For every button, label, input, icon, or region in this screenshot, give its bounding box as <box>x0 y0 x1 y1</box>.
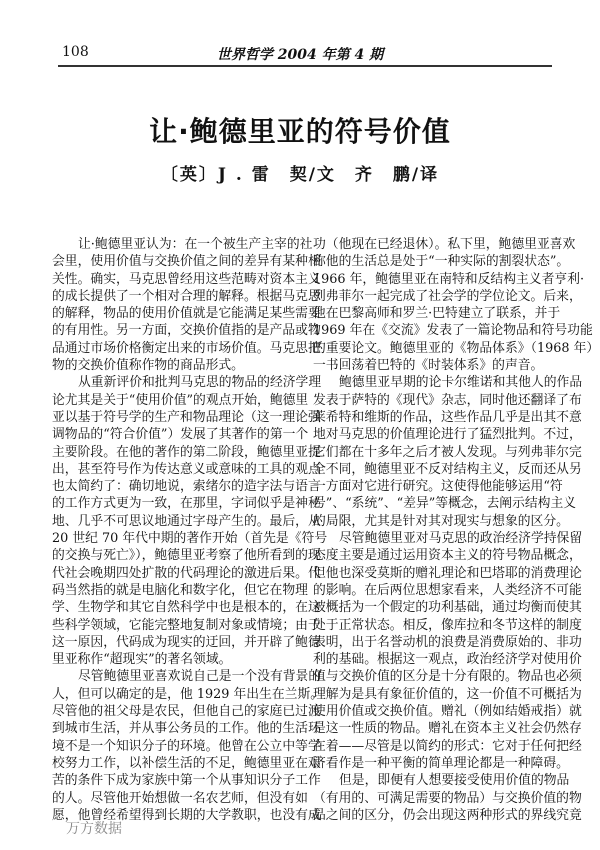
text-line: 地对马克思的价值理论进行了猛烈批判。不过， <box>313 427 582 443</box>
text-line: 利的基础。根据这一观点，政治经济学对使用价 <box>313 652 582 668</box>
text-line: 的局限，尤其是针对其对现实与想象的区分。 <box>313 513 569 529</box>
paragraph <box>52 236 321 374</box>
journal-header: 世界哲学 2004 年第 4 期 <box>216 47 384 63</box>
text-line: （有用的、可满足需要的物品）与交换价值的物 <box>313 790 582 806</box>
text-line: 品通过市场价格衡定出来的市场价值。马克思把 <box>52 340 321 356</box>
text-line: 鲍德里亚早期的论卡尔维诺和其他人的作品 <box>339 375 583 391</box>
text-line: 里亚称作“超现实”的著名领域。 <box>52 652 232 668</box>
header-rule <box>58 65 552 67</box>
paragraph <box>52 374 328 668</box>
text-line: 它们都在十多年之后才被人发现。与列弗菲尔完 <box>313 444 582 460</box>
text-line: 一方面对它进行研究。这使得他能够运用“符 <box>313 479 563 495</box>
text-line: 理解为是具有象征价值的，这一价值不可概括为 <box>313 686 582 702</box>
text-line: 1969 年在《交流》发表了一篇论物品和符号功能 <box>313 323 593 339</box>
paragraph <box>52 668 324 824</box>
text-line: 列弗菲尔一起完成了社会学的学位论文。后来， <box>313 288 582 304</box>
text-line: 在着——尽管是以简约的形式：它对于任何把经 <box>313 738 582 754</box>
text-line: 地、几乎不可思议地通过字母产生的。最后，从 <box>52 513 321 529</box>
text-line: 论尤其是关于“使用价值”的观点开始，鲍德里 <box>52 392 309 408</box>
text-line: 的有用性。另一方面，交换价值指的是产品或物 <box>52 323 321 339</box>
text-line: 一书回荡着巴特的《时装体系》的声音。 <box>313 358 544 374</box>
text-line: 20 世纪 70 年代中期的著作开始（首先是《符号 <box>52 531 328 547</box>
text-line: 的影响。在后两位思想家看来，人类经济不可能 <box>313 582 582 598</box>
text-line: 码当然指的就是电脑化和数字化，但它在物理 <box>52 582 308 598</box>
text-line: 也太简约了：确切地说，索绪尔的造字法与语言 <box>52 479 321 495</box>
text-line: 会里，使用价值与交换价值之间的差异有某种相 <box>52 254 321 270</box>
paragraph <box>313 236 600 374</box>
left-column <box>52 236 328 824</box>
text-line: 人，但可以确定的是，他 1929 年出生在兰斯。 <box>52 686 324 702</box>
text-line: 莱希特和维斯的作品，这些作品几乎是出其不意 <box>313 409 582 425</box>
text-line: 功（他现在已经退休）。私下里，鲍德里亚喜欢 <box>313 237 576 252</box>
text-line: 1966 年，鲍德里亚在南特和反结构主义者亨利· <box>313 271 585 287</box>
text-line: 物的交换价值称作物的商品形式。 <box>52 358 244 374</box>
text-line: 到城市生活，并从事公务员的工作。他的生活环 <box>52 721 321 737</box>
text-line: 亚以基于符号学的生产和物品理论（这一理论强 <box>52 409 321 425</box>
text-line: 品之间的区分，仍会出现这两种形式的界线究竟 <box>313 807 582 823</box>
text-line: 这一原因，代码成为现实的迂回，并开辟了鲍德 <box>52 634 321 650</box>
text-line: 的人。尽管他开始想做一名农艺师，但没有如 <box>52 790 308 806</box>
text-line: 他在巴黎高师和罗兰·巴特建立了联系，并于 <box>313 306 561 322</box>
text-line: 出，甚至符号作为传达意义或意味的工具的观点 <box>52 461 321 477</box>
text-line: 尽管鲍德里亚对马克思的政治经济学持保留 <box>339 531 583 547</box>
article-title: 让·鲍德里亚的符号价值 <box>149 115 451 148</box>
text-line: 发表于萨特的《现代》杂志，同时他还翻译了布 <box>313 392 582 408</box>
text-line: 的成长提供了一个相对合理的解释。根据马克思 <box>52 288 321 304</box>
text-line: 让·鲍德里亚认为：在一个被生产主宰的社 <box>78 237 313 252</box>
text-line: 是这一性质的物品。赠礼在资本主义社会仍然存 <box>313 721 582 737</box>
text-line: 尽管鲍德里亚喜欢说自己是一个没有背景的 <box>78 669 322 685</box>
text-line: 使用价值或交换价值。赠礼（例如结婚戒指）就 <box>313 704 582 720</box>
text-line: 济看作是一种平衡的简单理论都是一种障碍。 <box>313 755 569 771</box>
article-byline: 〔英〕J . 雷 契/文 齐 鹏/译 <box>160 165 440 185</box>
text-line: 称他的生活总是处于“一种实际的割裂状态”。 <box>313 254 570 270</box>
text-line: 态度主要是通过运用资本主义的符号物品概念， <box>313 548 582 564</box>
text-line: 的重要论文。鲍德里亚的《物品体系》（1968 年） <box>313 340 600 356</box>
text-line: 号”、“系统”、“差异”等概念，去阐示结构主义 <box>313 496 577 512</box>
text-line: 尽管他的祖父母是农民，但他自己的家庭已过渡 <box>52 704 321 720</box>
text-line: 关性。确实，马克思曾经用这些范畴对资本主义 <box>52 271 321 287</box>
text-line: 被概括为一个假定的功利基础，通过均衡而使其 <box>313 600 582 616</box>
watermark: 万方数据 <box>66 821 122 837</box>
paragraph <box>313 374 583 530</box>
text-line: 全不同，鲍德里亚不反对结构主义，反而还从另 <box>313 461 582 477</box>
text-line: 代社会晚期四处扩散的代码理论的激进后果。代 <box>52 565 321 581</box>
text-line: 但是，即便有人想要接受使用价值的物品 <box>339 773 570 789</box>
text-line: 苦的条件下成为家族中第一个从事知识分子工作 <box>52 773 321 789</box>
text-line: 境不是一个知识分子的环境。他曾在公立中等学 <box>52 738 321 754</box>
text-line: 调物品的“符合价值”）发展了其著作的第一个 <box>52 427 309 443</box>
text-line: 些科学领域，它能完整地复制对象或情境；由于 <box>52 617 321 633</box>
text-line: 从重新评价和批判马克思的物品的经济学理 <box>78 375 322 391</box>
text-line: 主要阶段。在他的著作的第二阶段，鲍德里亚提 <box>52 444 321 460</box>
text-line: 的解释，物品的使用价值就是它能满足某些需要 <box>52 306 321 322</box>
text-line: 愿，他曾经希望得到长期的大学教职，也没有成 <box>52 807 321 823</box>
right-column <box>313 236 600 824</box>
text-line: 学、生物学和其它自然科学中也是根本的，在这 <box>52 600 321 616</box>
paragraph <box>313 772 582 824</box>
text-line: 处于正常状态。相反，像库拉和冬节这样的制度 <box>313 617 582 633</box>
text-line: 但他也深受莫斯的赠礼理论和巴塔耶的消费理论 <box>313 565 582 581</box>
text-line: 表明，出于名誉动机的浪费是消费原始的、非功 <box>313 634 582 650</box>
text-line: 的工作方式更为一致，在那里，字词似乎是神秘 <box>52 496 321 512</box>
page-number: 108 <box>62 44 89 60</box>
text-line: 的交换与死亡》），鲍德里亚考察了他所看到的现 <box>52 548 321 564</box>
text-line: 校努力工作，以补偿生活的不足，鲍德里亚在艰 <box>52 755 321 771</box>
text-line: 值与交换价值的区分是十分有限的。物品也必须 <box>313 669 582 685</box>
paragraph <box>313 530 583 772</box>
